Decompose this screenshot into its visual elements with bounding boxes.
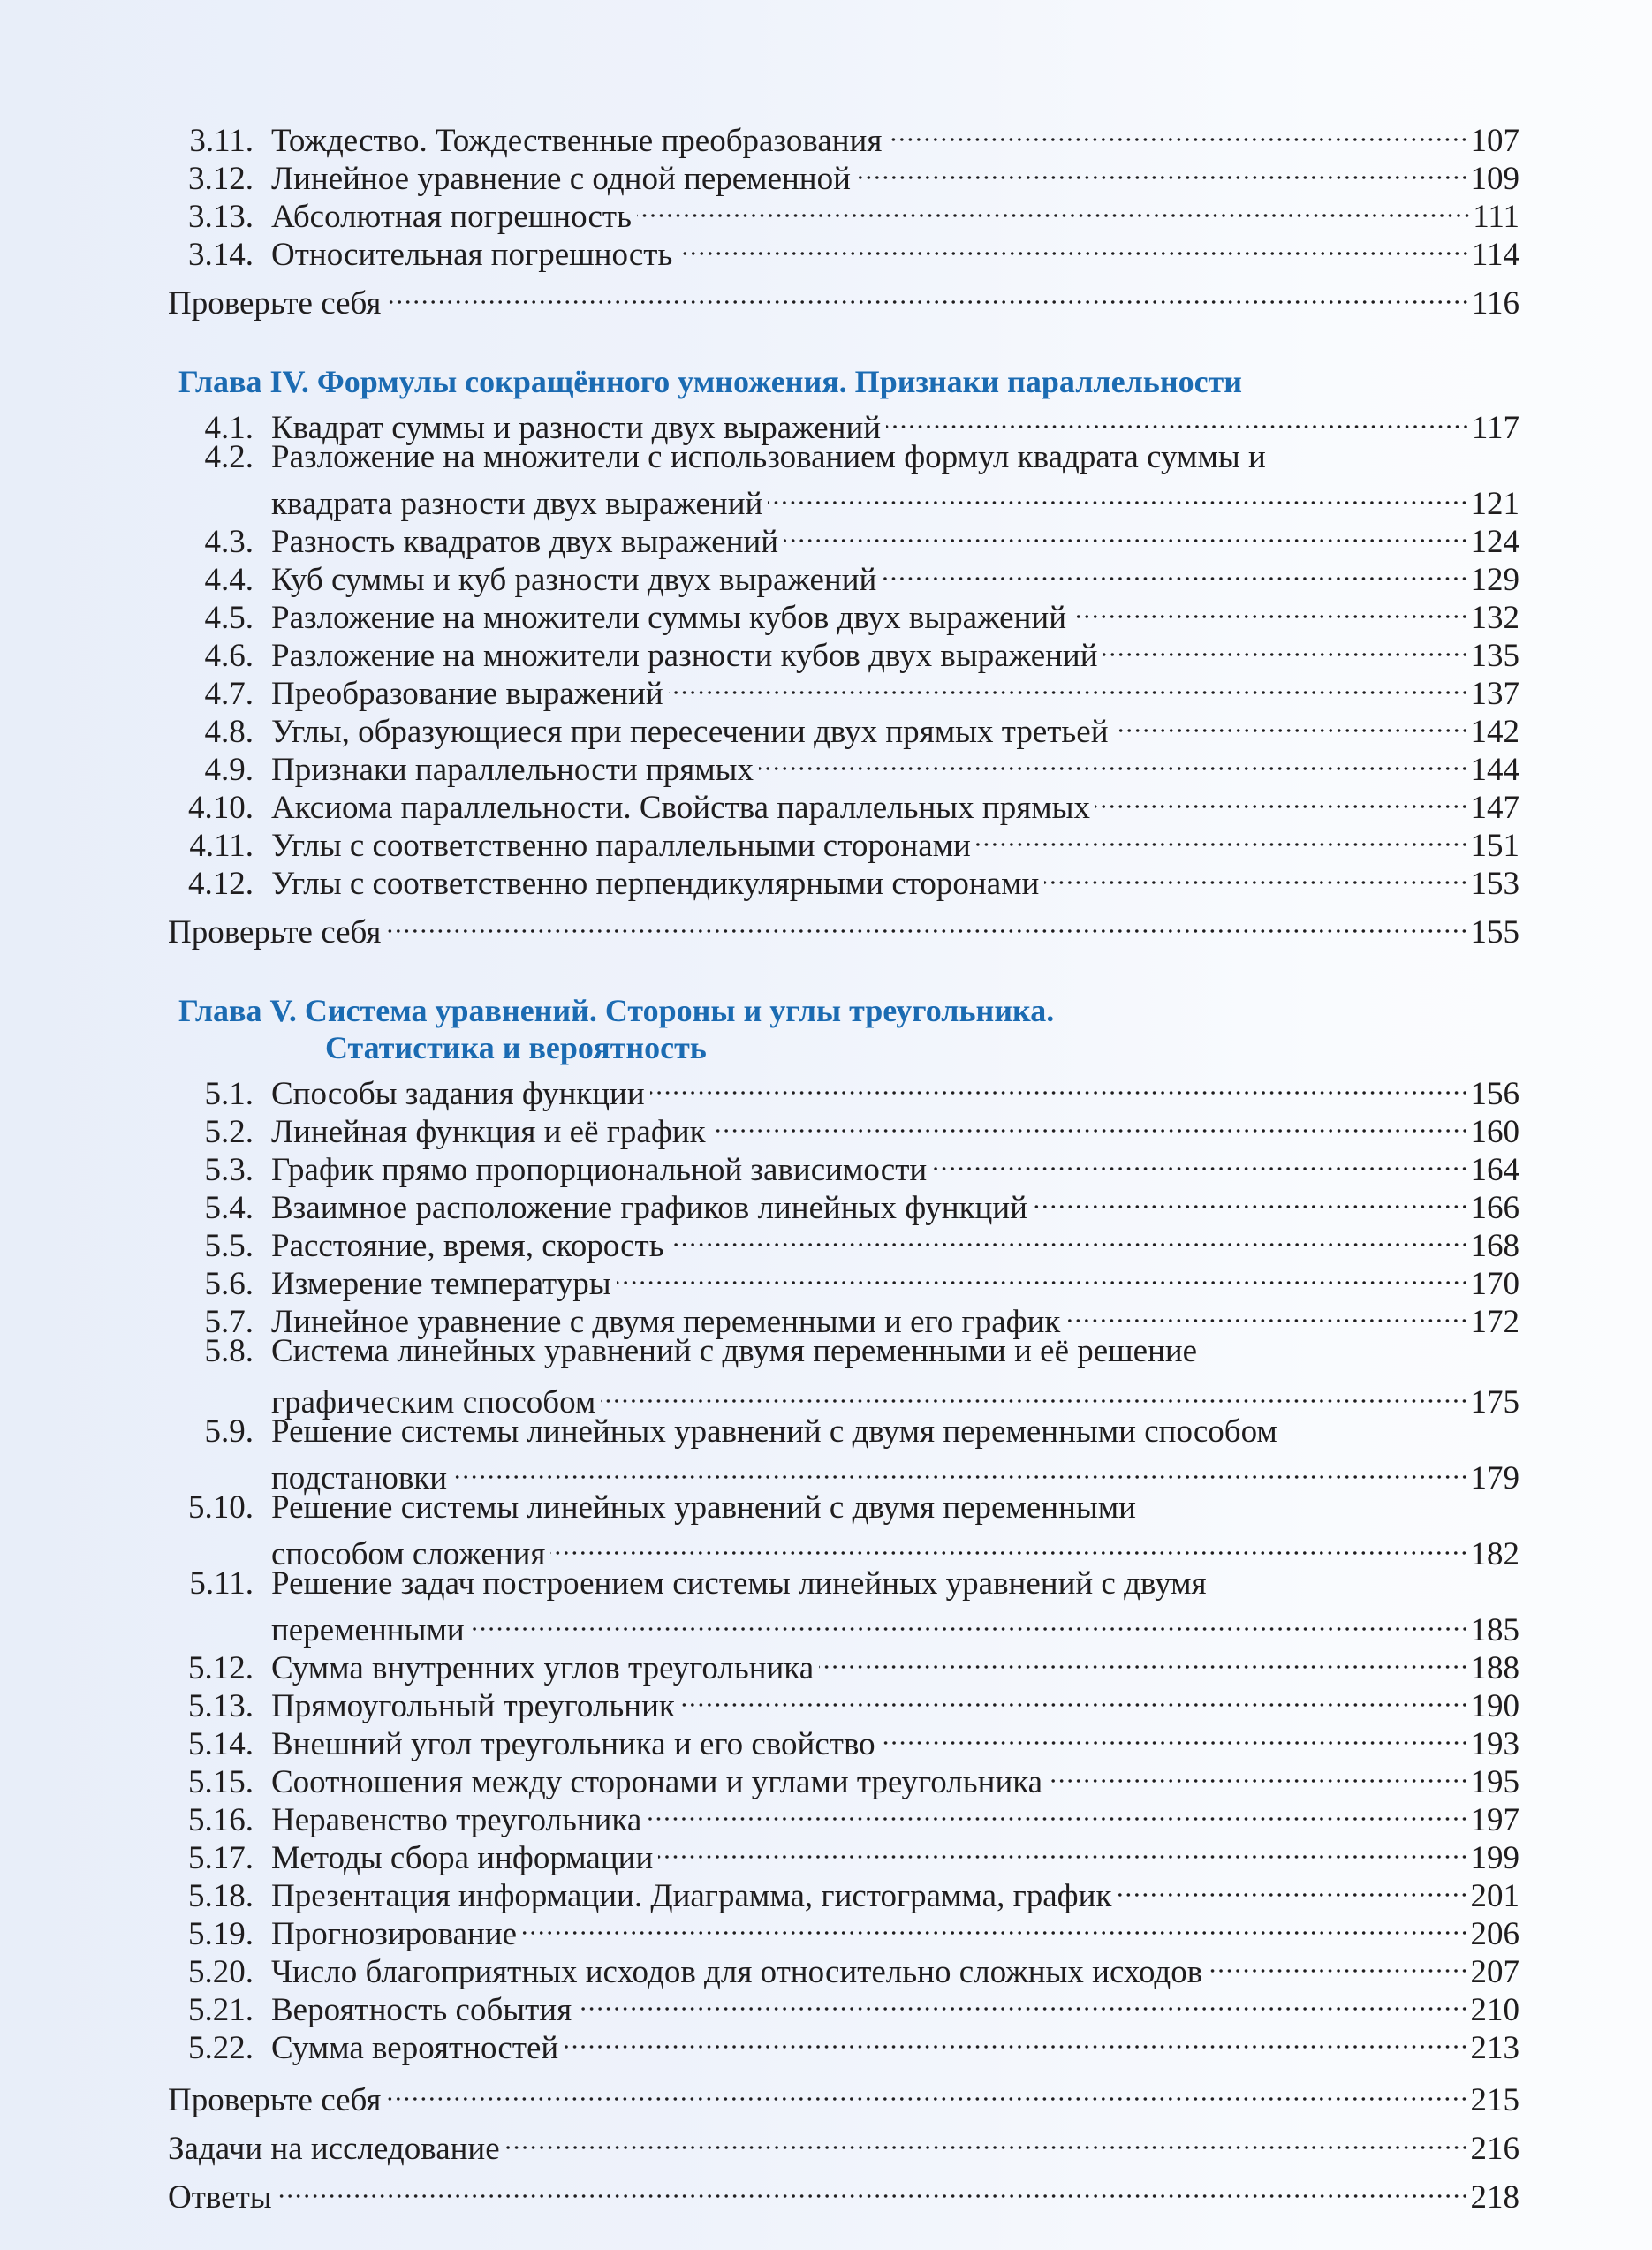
toc-entry[interactable] [168, 1413, 1519, 1451]
entry-title: Прямоугольный треугольник [271, 1688, 675, 1724]
entry-title: Задачи на исследование [168, 2131, 500, 2167]
entry-title: Углы, образующиеся при пересечении двух прямых третьей [271, 714, 1109, 750]
toc-entry[interactable] [168, 400, 1519, 446]
toc-entry[interactable] [168, 1142, 1519, 1188]
dot-leader [1065, 1294, 1468, 1332]
entry-page: 117 [1471, 410, 1519, 446]
entry-title: Прогнозирование [271, 1916, 518, 1952]
entry-title: Измерение температуры [271, 1266, 611, 1302]
entry-title: Внешний угол треугольника и его свойство [271, 1726, 875, 1762]
entry-page: 201 [1470, 1878, 1519, 1914]
dot-leader [784, 514, 1468, 552]
entry-page: 151 [1470, 828, 1519, 864]
entry-number: 3.14. [188, 237, 254, 273]
entry-title: Решение системы линейных уравнений с двумя переменными [271, 1489, 1136, 1526]
entry-number: 4.6. [204, 638, 254, 674]
dot-leader [1103, 628, 1469, 666]
toc-entry[interactable] [168, 1868, 1519, 1914]
dot-leader [564, 2020, 1468, 2058]
entry-title: Линейное уравнение с двумя переменными и его график [271, 1304, 1061, 1340]
toc-entry[interactable] [168, 1716, 1519, 1762]
toc-entry[interactable] [168, 113, 1519, 159]
entry-number: 5.1. [204, 1076, 254, 1112]
dot-leader [678, 227, 1470, 265]
dot-leader [1048, 1754, 1468, 1792]
entry-title: Соотношения между сторонами и углами треугольника [271, 1764, 1043, 1800]
entry-number: 3.11. [189, 123, 254, 159]
chapter-title: Глава IV. Формулы сокращённого умножения. Признаки параллельности [178, 364, 1242, 399]
entry-page: 107 [1470, 123, 1519, 159]
toc-entry-continuation[interactable] [168, 1370, 1519, 1420]
entry-title-continued: графическим способом [271, 1384, 596, 1420]
entry-number: 5.22. [188, 2030, 254, 2066]
entry-page: 116 [1471, 285, 1519, 322]
dot-leader [711, 1104, 1469, 1142]
entry-title-continued: квадрата разности двух выражений [271, 486, 763, 522]
entry-page: 155 [1470, 914, 1519, 951]
table-of-contents [168, 113, 1519, 2216]
toc-entry[interactable] [168, 1489, 1519, 1527]
toc-check-yourself[interactable] [168, 905, 1519, 951]
entry-title: Разложение на множители суммы кубов двух выражений [271, 600, 1066, 636]
toc-entry-continuation[interactable] [168, 476, 1519, 522]
entry-number: 4.3. [204, 524, 254, 560]
dot-leader [658, 1830, 1468, 1868]
entry-number: 4.9. [204, 752, 254, 788]
entry-title: Неравенство треугольника [271, 1802, 642, 1838]
entry-number: 4.5. [204, 600, 254, 636]
dot-leader [386, 2072, 1468, 2110]
entry-title: Углы с соответственно перпендикулярными сторонами [271, 866, 1040, 902]
dot-leader [522, 1906, 1468, 1944]
entry-page: 160 [1470, 1114, 1519, 1150]
toc-entry[interactable] [168, 1944, 1519, 1990]
toc-entry-continuation[interactable] [168, 1451, 1519, 1496]
entry-title: Решение системы линейных уравнений с двумя переменными способом [271, 1413, 1277, 1450]
toc-research-tasks[interactable] [168, 2121, 1519, 2167]
toc-entry-continuation[interactable] [168, 1602, 1519, 1648]
toc-entry[interactable] [168, 1906, 1519, 1952]
entry-number: 4.10. [188, 790, 254, 826]
entry-title: Признаки параллельности прямых [271, 752, 754, 788]
dot-leader [669, 666, 1469, 704]
toc-entry[interactable] [168, 1792, 1519, 1838]
entry-page: 147 [1470, 790, 1519, 826]
entry-page: 111 [1473, 199, 1519, 235]
entry-number: 4.12. [188, 866, 254, 902]
dot-leader [1117, 1868, 1468, 1906]
entry-page: 144 [1470, 752, 1519, 788]
entry-title: Разложение на множители разности кубов двух выражений [271, 638, 1098, 674]
entry-title-continued: способом сложения [271, 1536, 546, 1572]
entry-number: 5.2. [204, 1114, 254, 1150]
entry-title: Тождество. Тождественные преобразования [271, 123, 883, 159]
dot-leader [887, 113, 1468, 151]
entry-page: 197 [1470, 1802, 1519, 1838]
chapter-subtitle: Статистика и вероятность [325, 1030, 707, 1065]
entry-title: Взаимное расположение графиков линейных функций [271, 1190, 1027, 1226]
dot-leader [768, 476, 1468, 514]
entry-title: Ответы [168, 2179, 272, 2216]
chapter-heading[interactable] [168, 363, 1519, 400]
entry-title-continued: подстановки [271, 1460, 448, 1496]
dot-leader [1095, 780, 1468, 818]
dot-leader [819, 1640, 1468, 1678]
entry-title: Линейное уравнение с одной переменной [271, 161, 851, 197]
entry-number: 5.7. [204, 1304, 254, 1340]
toc-entry[interactable] [168, 1256, 1519, 1302]
toc-entry[interactable] [168, 1218, 1519, 1264]
entry-number: 4.7. [204, 676, 254, 712]
entry-number: 5.17. [188, 1840, 254, 1876]
dot-leader [452, 1451, 1468, 1489]
entry-page: 114 [1471, 237, 1519, 273]
entry-number: 4.8. [204, 714, 254, 750]
entry-page: 109 [1470, 161, 1519, 197]
entry-number: 5.14. [188, 1726, 254, 1762]
entry-page: 218 [1470, 2179, 1519, 2216]
toc-entry[interactable] [168, 1830, 1519, 1876]
entry-page: 170 [1470, 1266, 1519, 1302]
entry-page: 179 [1470, 1460, 1519, 1496]
dot-leader [277, 2170, 1469, 2208]
entry-title: Проверьте себя [168, 914, 382, 951]
entry-page: 156 [1470, 1076, 1519, 1112]
chapter-title: Глава V. Система уравнений. Стороны и углы треугольника. [178, 993, 1055, 1028]
entry-number: 5.18. [188, 1878, 254, 1914]
dot-leader [550, 1527, 1468, 1564]
entry-title: Куб суммы и куб разности двух выражений [271, 562, 877, 598]
toc-entry[interactable] [168, 1066, 1519, 1112]
entry-title: Проверьте себя [168, 285, 382, 322]
entry-title: Линейная функция и её график [271, 1114, 706, 1150]
toc-entry-continuation[interactable] [168, 1527, 1519, 1572]
entry-page: 166 [1470, 1190, 1519, 1226]
entry-title: Абсолютная погрешность [271, 199, 632, 235]
entry-number: 5.13. [188, 1688, 254, 1724]
toc-entry[interactable] [168, 1564, 1519, 1602]
entry-page: 142 [1470, 714, 1519, 750]
entry-page: 185 [1470, 1612, 1519, 1648]
entry-page: 193 [1470, 1726, 1519, 1762]
dot-leader [1033, 1180, 1469, 1218]
dot-leader [856, 151, 1469, 189]
entry-title: Способы задания функции [271, 1076, 645, 1112]
entry-title: Относительная погрешность [271, 237, 673, 273]
toc-entry[interactable] [168, 1104, 1519, 1150]
entry-number: 3.13. [188, 199, 254, 235]
entry-title: Вероятность события [271, 1992, 572, 2028]
entry-page: 153 [1470, 866, 1519, 902]
dot-leader [647, 1792, 1468, 1830]
entry-number: 4.11. [189, 828, 254, 864]
dot-leader [670, 1218, 1469, 1256]
entry-number: 5.11. [189, 1565, 254, 1602]
entry-number: 5.5. [204, 1228, 254, 1264]
entry-page: 216 [1470, 2131, 1519, 2167]
entry-number: 5.8. [204, 1333, 254, 1369]
toc-answers[interactable] [168, 2170, 1519, 2216]
entry-page: 124 [1470, 524, 1519, 560]
entry-page: 129 [1470, 562, 1519, 598]
entry-title: Аксиома параллельности. Свойства параллельных прямых [271, 790, 1091, 826]
toc-entry[interactable] [168, 1678, 1519, 1724]
dot-leader [601, 1370, 1468, 1413]
dot-leader [680, 1678, 1469, 1716]
entry-number: 4.2. [204, 439, 254, 475]
dot-leader [505, 2121, 1469, 2159]
toc-entry[interactable] [168, 1180, 1519, 1226]
toc-entry[interactable] [168, 704, 1519, 750]
entry-title: Число благоприятных исходов для относительно сложных исходов [271, 1954, 1203, 1990]
entry-number: 5.9. [204, 1413, 254, 1450]
toc-check-yourself[interactable] [168, 2072, 1519, 2118]
dot-leader [881, 1716, 1469, 1754]
entry-title: Решение задач построением системы линейных уравнений с двумя [271, 1565, 1207, 1602]
entry-title: Углы с соответственно параллельными сторонами [271, 828, 971, 864]
entry-title: График прямо пропорциональной зависимости [271, 1152, 928, 1188]
entry-page: 182 [1470, 1536, 1519, 1572]
dot-leader [470, 1602, 1469, 1640]
entry-number: 5.4. [204, 1190, 254, 1226]
entry-title: Проверьте себя [168, 2082, 382, 2118]
entry-page: 188 [1470, 1650, 1519, 1686]
entry-page: 207 [1470, 1954, 1519, 1990]
entry-title: Сумма внутренних углов треугольника [271, 1650, 815, 1686]
dot-leader [759, 742, 1468, 780]
dot-leader [650, 1066, 1469, 1104]
toc-entry[interactable] [168, 856, 1519, 902]
entry-page: 168 [1470, 1228, 1519, 1264]
entry-number: 4.4. [204, 562, 254, 598]
dot-leader [976, 818, 1469, 856]
entry-page: 190 [1470, 1688, 1519, 1724]
dot-leader [1072, 590, 1469, 628]
entry-title: Квадрат суммы и разности двух выражений [271, 410, 882, 446]
entry-number: 5.21. [188, 1992, 254, 2028]
entry-page: 172 [1470, 1304, 1519, 1340]
entry-page: 137 [1470, 676, 1519, 712]
entry-page: 164 [1470, 1152, 1519, 1188]
entry-title: Презентация информации. Диаграмма, гистограмма, график [271, 1878, 1112, 1914]
entry-page: 132 [1470, 600, 1519, 636]
entry-number: 5.19. [188, 1916, 254, 1952]
toc-entry[interactable] [168, 189, 1519, 235]
entry-number: 5.16. [188, 1802, 254, 1838]
dot-leader [617, 1256, 1469, 1294]
entry-number: 5.3. [204, 1152, 254, 1188]
dot-leader [637, 189, 1471, 227]
toc-entry[interactable] [168, 552, 1519, 598]
entry-page: 206 [1470, 1916, 1519, 1952]
entry-page: 210 [1470, 1992, 1519, 2028]
toc-entry[interactable] [168, 1294, 1519, 1340]
toc-entry[interactable] [168, 628, 1519, 674]
entry-title: Разность квадратов двух выражений [271, 524, 779, 560]
toc-entry[interactable] [168, 780, 1519, 826]
dot-leader [1044, 856, 1468, 894]
dot-leader [882, 552, 1468, 590]
entry-page: 135 [1470, 638, 1519, 674]
toc-entry[interactable] [168, 1332, 1519, 1370]
entry-page: 195 [1470, 1764, 1519, 1800]
entry-number: 4.1. [204, 410, 254, 446]
entry-page: 175 [1470, 1384, 1519, 1420]
toc-entry[interactable] [168, 438, 1519, 476]
entry-page: 199 [1470, 1840, 1519, 1876]
toc-entry[interactable] [168, 1982, 1519, 2028]
toc-entry[interactable] [168, 666, 1519, 712]
entry-title: Преобразование выражений [271, 676, 663, 712]
dot-leader [577, 1982, 1468, 2020]
toc-check-yourself[interactable] [168, 276, 1519, 322]
entry-title: Сумма вероятностей [271, 2030, 559, 2066]
dot-leader [886, 400, 1470, 438]
entry-number: 5.6. [204, 1266, 254, 1302]
entry-title: Методы сбора информации [271, 1840, 654, 1876]
toc-entry[interactable] [168, 742, 1519, 788]
entry-number: 5.15. [188, 1764, 254, 1800]
toc-entry[interactable] [168, 818, 1519, 864]
toc-entry[interactable] [168, 1640, 1519, 1686]
toc-entry[interactable] [168, 2020, 1519, 2066]
entry-title: Разложение на множители с использованием формул квадрата суммы и [271, 439, 1266, 475]
toc-entry[interactable] [168, 514, 1519, 560]
dot-leader [1114, 704, 1469, 742]
toc-entry[interactable] [168, 227, 1519, 273]
dot-leader [932, 1142, 1468, 1180]
toc-entry[interactable] [168, 151, 1519, 197]
entry-title-continued: переменными [271, 1612, 465, 1648]
toc-entry[interactable] [168, 590, 1519, 636]
entry-number: 5.10. [188, 1489, 254, 1526]
entry-title: Система линейных уравнений с двумя переменными и её решение [271, 1333, 1198, 1369]
dot-leader [1208, 1944, 1468, 1982]
dot-leader [386, 276, 1469, 314]
entry-number: 5.20. [188, 1954, 254, 1990]
toc-entry[interactable] [168, 1754, 1519, 1800]
entry-number: 3.12. [188, 161, 254, 197]
dot-leader [386, 905, 1468, 943]
chapter-heading[interactable] [168, 992, 1519, 1066]
entry-number: 5.12. [188, 1650, 254, 1686]
entry-page: 213 [1470, 2030, 1519, 2066]
entry-title: Расстояние, время, скорость [271, 1228, 664, 1264]
entry-page: 215 [1470, 2082, 1519, 2118]
entry-page: 121 [1470, 486, 1519, 522]
